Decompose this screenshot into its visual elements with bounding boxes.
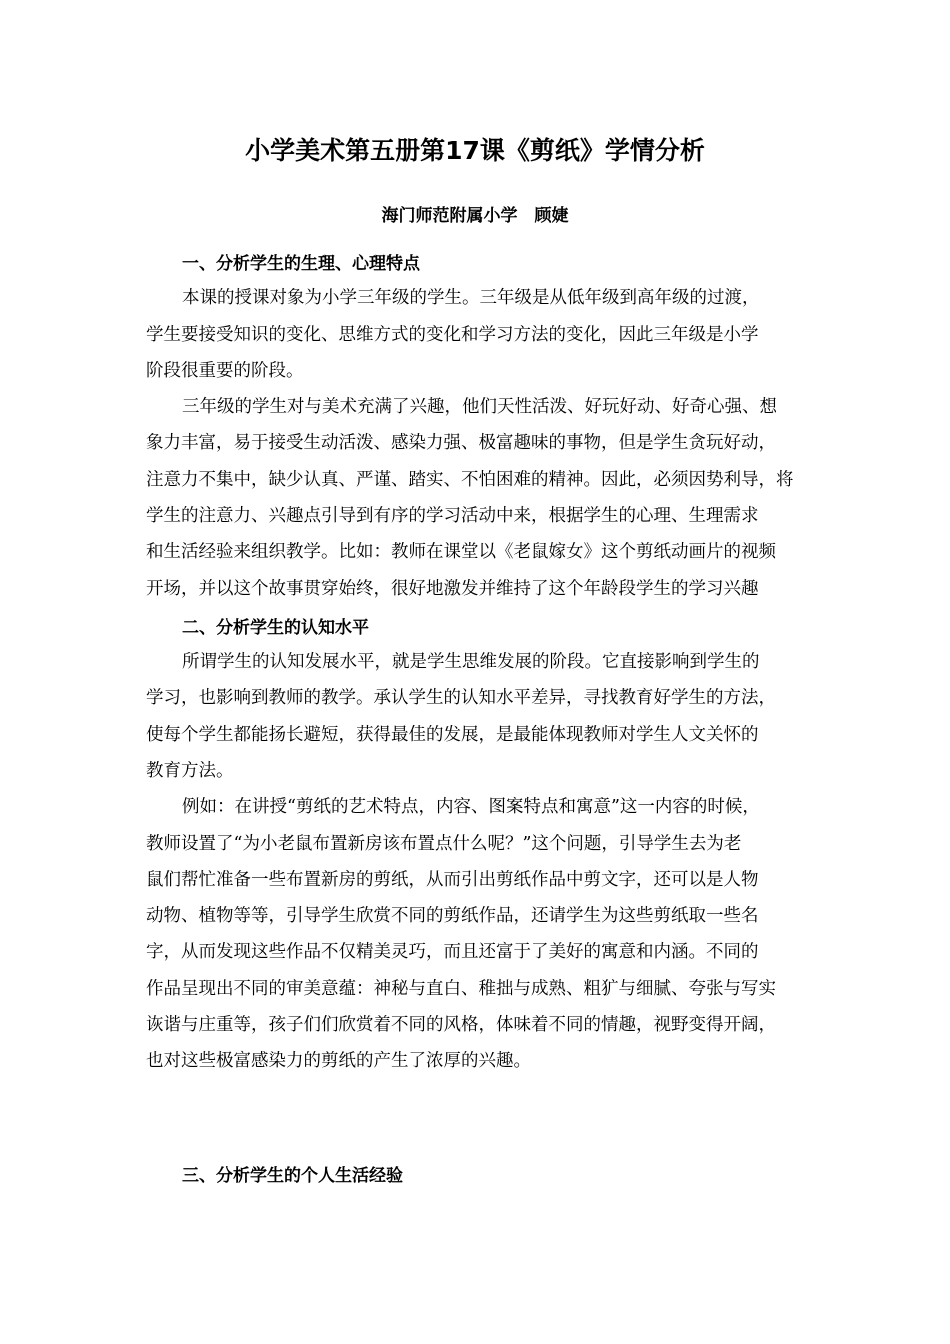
paragraph-line: 开场，并以这个故事贯穿始终，很好地激发并维持了这个年龄段学生的学习兴趣: [146, 579, 759, 599]
paragraph-line: 所谓学生的认知发展水平，就是学生思维发展的阶段。它直接影响到学生的: [182, 652, 760, 672]
paragraph-line: 教师设置了“为小老鼠布置新房该布置点什么呢？”这个问题，引导学生去为老: [146, 834, 742, 854]
paragraph-line: 注意力不集中，缺少认真、严谨、踏实、不怕困难的精神。因此，必须因势利导，将: [146, 470, 794, 490]
author-line: 海门师范附属小学 顾婕: [381, 206, 569, 226]
paragraph-line: 例如：在讲授“剪纸的艺术特点，内容、图案特点和寓意”这一内容的时候，: [182, 797, 760, 817]
paragraph-line: 动物、植物等等，引导学生欣赏不同的剪纸作品，还请学生为这些剪纸取一些名: [146, 906, 759, 926]
paragraph-line: 诙谐与庄重等，孩子们们欣赏着不同的风格，体味着不同的情趣，视野变得开阔，: [146, 1015, 776, 1035]
paragraph-line: 鼠们帮忙准备一些布置新房的剪纸，从而引出剪纸作品中剪文字，还可以是人物: [146, 870, 759, 890]
section-1-heading: 一、分析学生的生理、心理特点: [182, 254, 420, 274]
paragraph-line: 三年级的学生对与美术充满了兴趣，他们天性活泼、好玩好动、好奇心强、想: [182, 397, 777, 417]
document-title: 小学美术第五册第17课《剪纸》学情分析: [245, 136, 705, 165]
paragraph-line: 作品呈现出不同的审美意蕴：神秘与直白、稚拙与成熟、粗犷与细腻、夸张与写实: [146, 979, 776, 999]
paragraph-line: 学生要接受知识的变化、思维方式的变化和学习方法的变化，因此三年级是小学: [146, 325, 759, 345]
paragraph-line: 学生的注意力、兴趣点引导到有序的学习活动中来，根据学生的心理、生理需求: [146, 506, 759, 526]
paragraph-line: 阶段很重要的阶段。: [146, 361, 304, 381]
paragraph-line: 教育方法。: [146, 761, 234, 781]
paragraph-line: 象力丰富，易于接受生动活泼、感染力强、极富趣味的事物，但是学生贪玩好动，: [146, 433, 776, 453]
section-3-heading: 三、分析学生的个人生活经验: [182, 1166, 403, 1186]
paragraph-line: 本课的授课对象为小学三年级的学生。三年级是从低年级到高年级的过渡，: [182, 288, 760, 308]
paragraph-line: 使每个学生都能扬长避短，获得最佳的发展，是最能体现教师对学生人文关怀的: [146, 725, 759, 745]
section-2-heading: 二、分析学生的认知水平: [182, 618, 369, 638]
paragraph-line: 也对这些极富感染力的剪纸的产生了浓厚的兴趣。: [146, 1051, 531, 1071]
paragraph-line: 学习，也影响到教师的教学。承认学生的认知水平差异，寻找教育好学生的方法，: [146, 688, 776, 708]
paragraph-line: 和生活经验来组织教学。比如：教师在课堂以《老鼠嫁女》这个剪纸动画片的视频: [146, 542, 776, 562]
paragraph-line: 字，从而发现这些作品不仅精美灵巧，而且还富于了美好的寓意和内涵。不同的: [146, 942, 759, 962]
